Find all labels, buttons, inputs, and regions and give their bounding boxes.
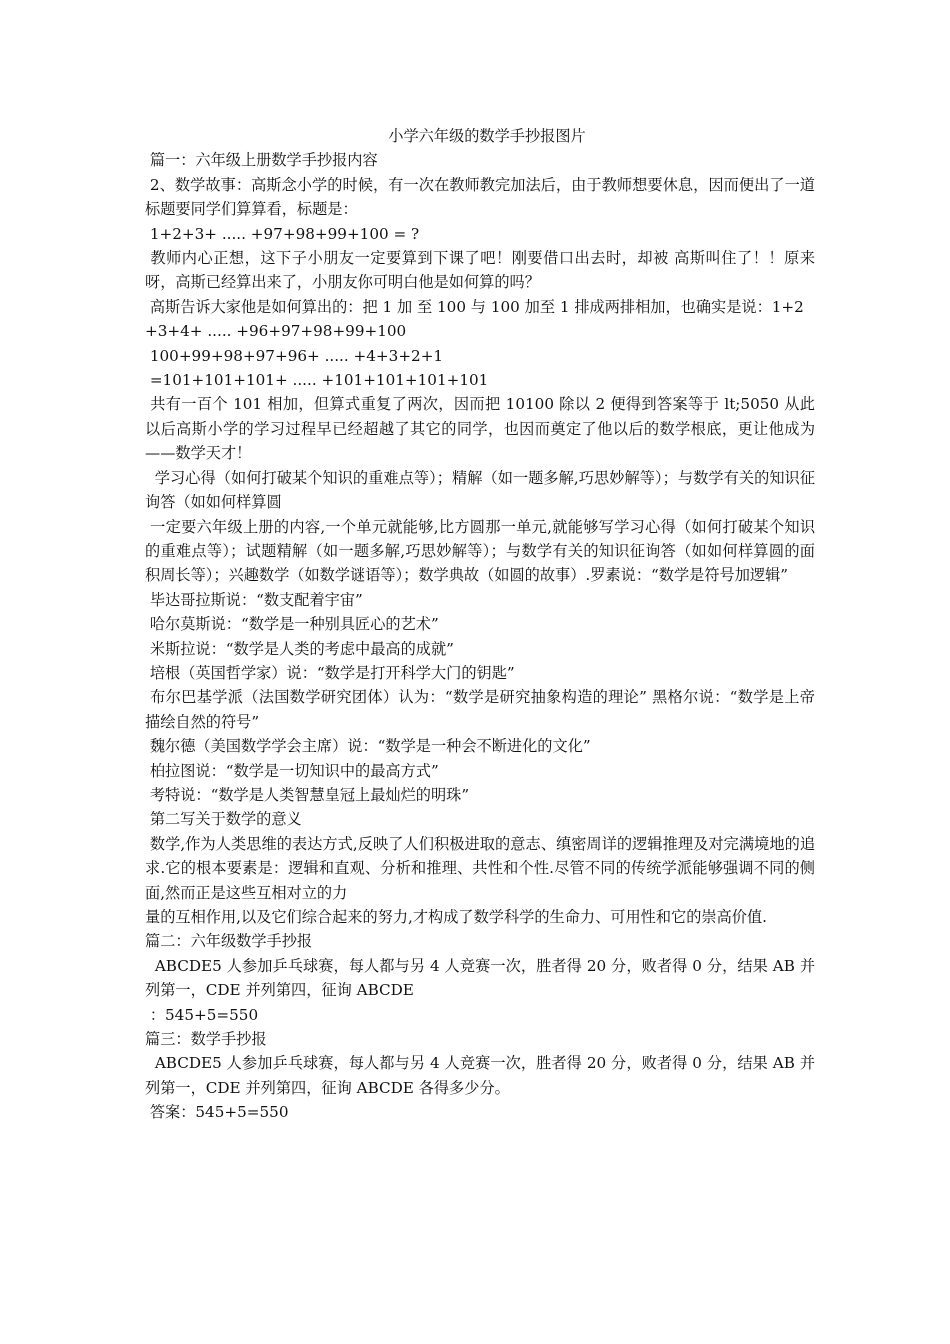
text-line: 数学,作为人类思维的表达方式,反映了人们积极进取的意志、缜密周详的逻辑推理及对完满境地的追求.它的根本要素是：逻辑和直观、分析和推理、共性和个性.尽管不同的传统学派能够强调不同的侧面,然而正是这些互相对立的力 <box>145 834 816 902</box>
text-line: 高斯告诉大家他是如何算出的：把 1 加 至 100 与 100 加至 1 排成两排相加，也确实是说：1+2+3+4+ ..... +96+97+98+99+100 <box>145 297 804 341</box>
text-line: 米斯拉说：“数学是人类的考虑中最高的成就” <box>145 639 454 658</box>
document-page <box>145 124 815 1125</box>
text-line: 篇一：六年级上册数学手抄报内容 <box>145 151 378 170</box>
text-line: 2、数学故事：高斯念小学的时候，有一次在教师教完加法后，由于教师想要休息，因而便出了一道标题要同学们算算看，标题是： <box>145 175 815 219</box>
section-heading: 篇二：六年级数学手抄报 <box>145 932 313 951</box>
text-line: 哈尔莫斯说：“数学是一种别具匠心的艺术” <box>145 615 439 634</box>
section-heading: 第二写关于数学的意义 <box>145 810 302 829</box>
text-line: 1+2+3+ ..... +97+98+99+100 = ? <box>145 224 420 243</box>
text-line: 答案：545+5=550 <box>145 1103 289 1122</box>
text-line: 量的互相作用,以及它们综合起来的努力,才构成了数学科学的生命力、可用性和它的崇高价值. <box>145 908 767 926</box>
text-line: ABCDE5 人参加乒乓球赛，每人都与另 4 人竞赛一次，胜者得 20 分，败者得 0 分，结果 AB 并列第一，CDE 并列第四，征询 ABCDE 各得多少分。 <box>145 1054 816 1097</box>
text-line: 柏拉图说：“数学是一切知识中的最高方式” <box>145 761 439 780</box>
text-line: 毕达哥拉斯说：“数支配着宇宙” <box>145 590 363 609</box>
text-line: 一定要六年级上册的内容,一个单元就能够,比方圆那一单元,就能够写学习心得（如何打破某个知识的重难点等）；试题精解（如一题多解,巧思妙解等）；与数学有关的知识征询答（如如何样算圆的面积周长等）；兴趣数学（如数学谜语等）；数学典故（如圆的故事）.罗素说：“数学是符号加逻辑” <box>145 517 816 585</box>
text-line: 培根（英国哲学家）说：“数学是打开科学大门的钥匙” <box>145 663 515 682</box>
text-line: ：545+5=550 <box>145 1005 259 1024</box>
text-line: 魏尔德（美国数学学会主席）说：“数学是一种会不断进化的文化” <box>145 737 591 756</box>
document-body <box>145 148 815 1124</box>
section-heading: 篇三：数学手抄报 <box>145 1030 267 1049</box>
text-line: =101+101+101+ ..... +101+101+101+101 <box>145 371 489 390</box>
text-line: 布尔巴基学派（法国数学研究团体）认为：“数学是研究抽象构造的理论” 黑格尔说：“数学是上帝描绘自然的符号” <box>145 688 815 731</box>
text-line: ABCDE5 人参加乒乓球赛，每人都与另 4 人竞赛一次，胜者得 20 分，败者得 0 分，结果 AB 并列第一，CDE 并列第四，征询 ABCDE <box>145 956 816 1000</box>
text-line: 考特说：“数学是人类智慧皇冠上最灿烂的明珠” <box>145 785 470 804</box>
text-line: 教师内心正想，这下子小朋友一定要算到下课了吧！刚要借口出去时，却被 高斯叫住了！！原来呀，高斯已经算出来了，小朋友你可明白他是如何算的吗？ <box>145 249 816 292</box>
text-line: 学习心得（如何打破某个知识的重难点等）；精解（如一题多解,巧思妙解等）；与数学有关的知识征询答（如如何样算圆 <box>145 468 815 512</box>
document-title: 小学六年级的数学手抄报图片 <box>388 127 586 145</box>
text-line: 共有一百个 101 相加，但算式重复了两次，因而把 10100 除以 2 便得到答案等于 lt;5050 从此以后高斯小学的学习过程早已经超越了其它的同学，也因而奠定了他以后的数学根底，更让他成为——数学天才！ <box>145 395 815 463</box>
text-line: 100+99+98+97+96+ ..... +4+3+2+1 <box>145 346 444 365</box>
